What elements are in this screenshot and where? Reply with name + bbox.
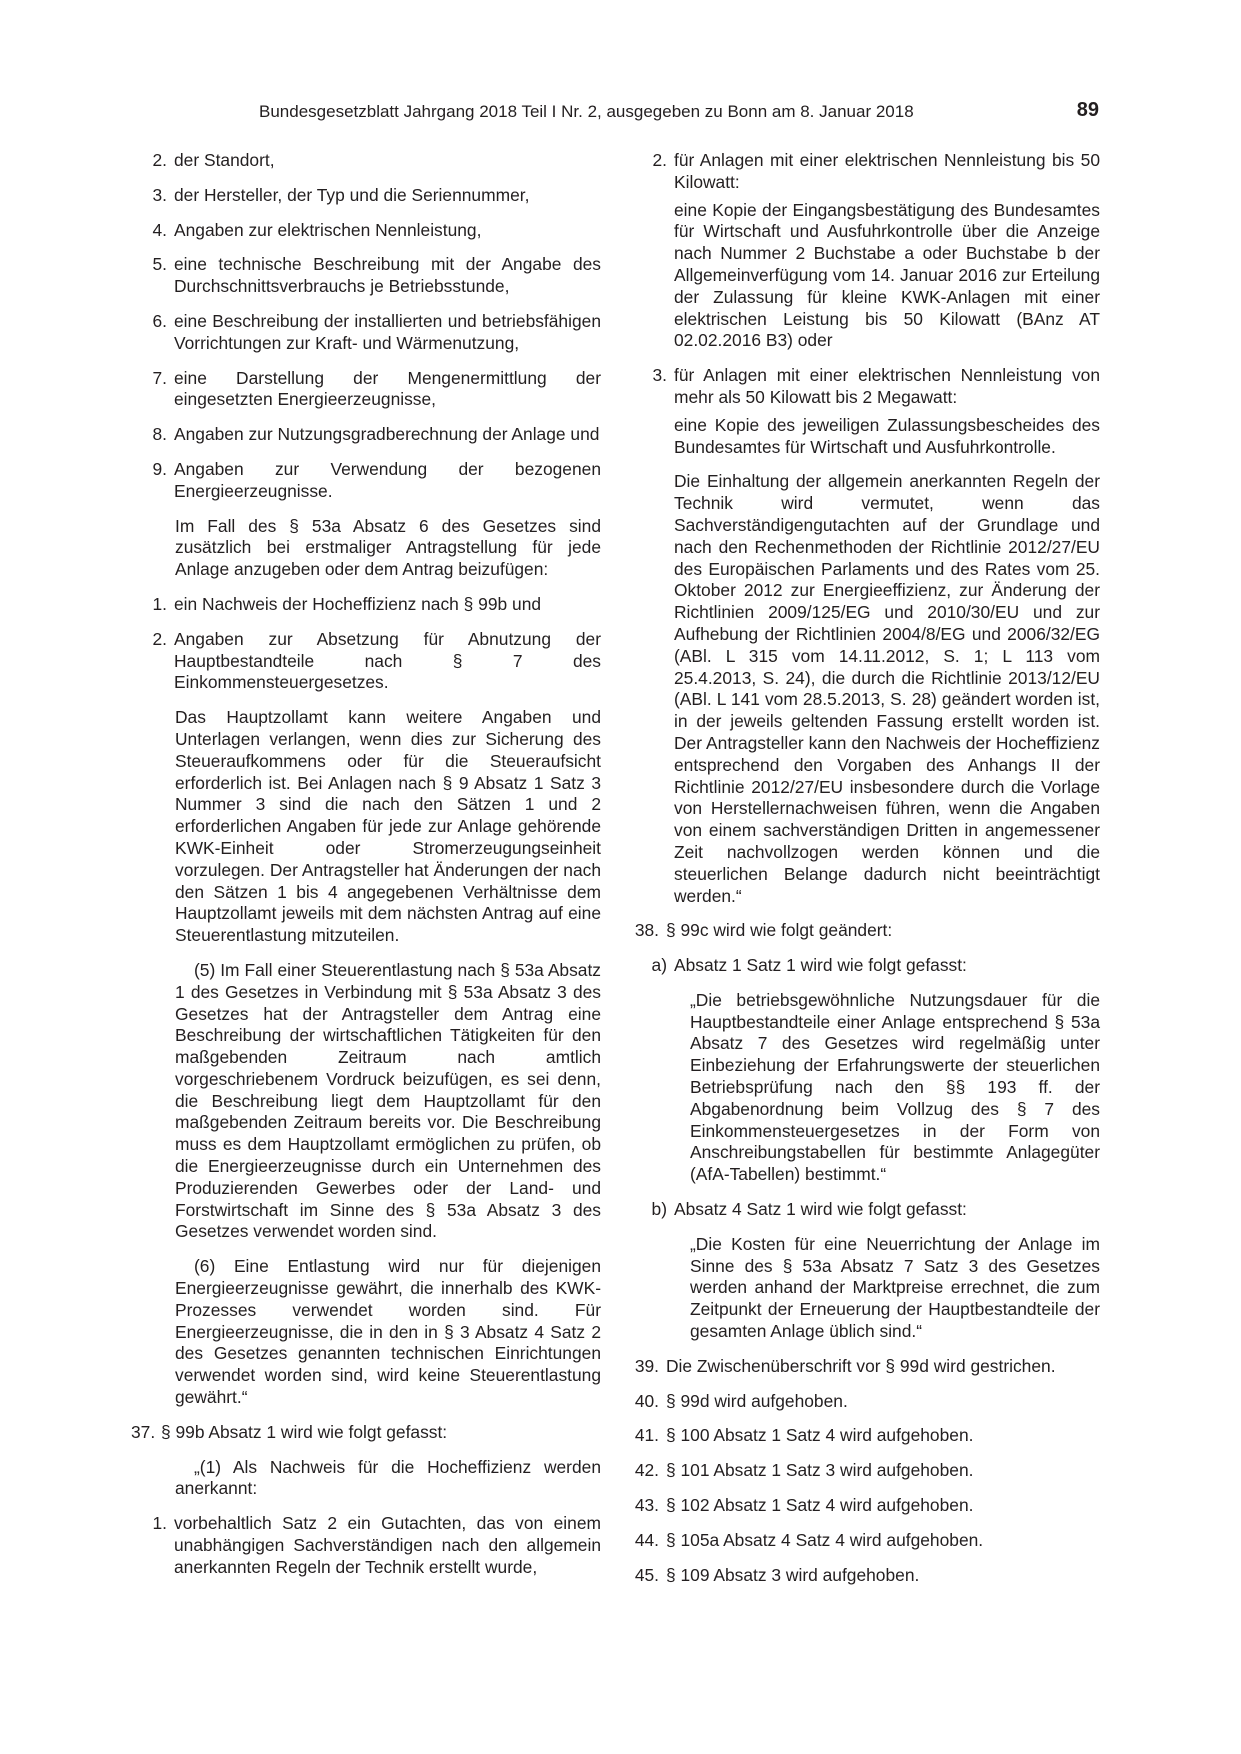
- paragraph: (5) Im Fall einer Steuerentlastung nach § 53a Absatz 1 des Gesetzes in Verbindung mit § 53a Absatz 3 des Gesetzes hat der Antragsteller dem Antrag eine Beschreibung der wirtschaftlichen Tätigkeiten für den maßgebenden Zeitraum nach amtlich vorgeschriebenem Vordruck beizufügen, es sei denn, die Beschreibung liegt dem Hauptzollamt für den maßgebenden Zeitraum bereits vor. Die Beschreibung muss es dem Hauptzollamt ermöglichen zu prüfen, ob die Energieerzeugnisse durch ein Unternehmen des Produzierenden Gewerbes oder der Land- und Forstwirtschaft im Sinne des § 53a Absatz 3 des Gesetzes verwendet worden sind.: [175, 959, 601, 1242]
- item-number: 43.: [634, 1495, 659, 1516]
- paragraph: Das Hauptzollamt kann weitere Angaben und Unterlagen verlangen, wenn dies zur Sicherung des Steueraufkommens oder für die Steueraufsicht erforderlich ist. Bei Anlagen nach § 9 Absatz 1 Satz 3 Nummer 3 sind die nach den Sätzen 1 und 2 erforderlichen Angaben für jede zur Anlage gehörende KWK-Einheit oder Stromerzeugungseinheit vorzulegen. Der Antragsteller hat Änderungen der nach den Sätzen 1 bis 4 angegebenen Verhältnisse dem Hauptzollamt jeweils mit dem nächsten Antrag auf eine Steuerentlastung mitzuteilen.: [175, 707, 601, 946]
- item-number: 2.: [652, 150, 667, 170]
- list-item: [630, 955, 1100, 977]
- list-item: [131, 594, 601, 616]
- item-number: 1.: [152, 1513, 167, 1534]
- paragraph: eine Kopie des jeweiligen Zulassungsbescheides des Bundesamtes für Wirtschaft und Ausfuhrkontrolle.: [674, 414, 1100, 457]
- item-text: der Standort,: [174, 150, 275, 170]
- item-number: 7.: [152, 367, 167, 388]
- list-item: [131, 1513, 601, 1578]
- list-item: [630, 1565, 1100, 1587]
- list-item: [131, 1422, 601, 1444]
- item-text: § 99c wird wie folgt geändert:: [666, 920, 893, 941]
- list-item: [630, 1356, 1100, 1378]
- item-text: vorbehaltlich Satz 2 ein Gutachten, das von einem unabhängigen Sachverständigen nach den allgemein anerkannten Regeln der Technik erstellt wurde,: [174, 1513, 601, 1577]
- list-item: [131, 629, 601, 694]
- item-text: Angaben zur Nutzungsgradberechnung der Anlage und: [174, 424, 600, 445]
- item-number: 9.: [152, 458, 167, 479]
- list-item: [630, 1199, 1100, 1221]
- item-number: 37.: [131, 1421, 156, 1442]
- quote-paragraph: „(1) Als Nachweis für die Hocheffizienz werden anerkannt:: [175, 1456, 601, 1499]
- item-text: eine Darstellung der Mengenermittlung der eingesetzten Energieerzeugnisse,: [174, 367, 601, 410]
- paragraph: eine Kopie der Eingangsbestätigung des Bundesamtes für Wirtschaft und Ausfuhrkontrolle über die Anzeige nach Nummer 2 Buchstabe a oder Buchstabe b der Allgemeinverfügung vom 14. Januar 2016 zur Erteilung der Zulassung für kleine KWK-Anlagen mit einer elektrischen Leistung bis 50 Kilowatt (BAnz AT 02.02.2016 B3) oder: [674, 199, 1100, 351]
- publication-title: Bundesgesetzblatt Jahrgang 2018 Teil I Nr. 2, ausgegeben zu Bonn am 8. Januar 2018: [259, 102, 914, 121]
- item-number: b): [651, 1199, 667, 1220]
- item-text: Absatz 1 Satz 1 wird wie folgt gefasst:: [674, 955, 967, 976]
- item-text: Absatz 4 Satz 1 wird wie folgt gefasst:: [674, 1199, 967, 1220]
- item-number: 2.: [152, 628, 167, 649]
- item-text: § 99b Absatz 1 wird wie folgt gefasst:: [161, 1421, 448, 1442]
- list-item: [630, 1495, 1100, 1517]
- item-number: 5.: [152, 254, 167, 275]
- item-number: 2.: [152, 150, 167, 170]
- paragraph: Die Einhaltung der allgemein anerkannten Regeln der Technik wird vermutet, wenn das Sachverständigengutachten auf der Grundlage und nach den Rechenmethoden der Richtlinie 2012/27/EU des Europäischen Parlaments und des Rates vom 25. Oktober 2012 zur Energieeffizienz, zur Änderung der Richtlinien 2009/125/EG und 2010/30/EU und zur Aufhebung der Richtlinien 2004/8/EG und 2006/32/EG (ABl. L 315 vom 14.11.2012, S. 1; L 113 vom 25.4.2013, S. 24), die durch die Richtlinie 2013/12/EU (ABl. L 141 vom 28.5.2013, S. 28) geändert worden ist, in der jeweils geltenden Fassung erstellt worden ist. Der Antragsteller kann den Nachweis der Hocheffizienz entsprechend den Vorgaben des Anhangs II der Richtlinie 2012/27/EU insbesondere durch die Vorlage von Herstellernachweisen führen, wenn die Angaben von einem sachverständigen Dritten in angemessener Zeit nachvollzogen werden können und die steuerlichen Belange dadurch nicht beeinträchtigt werden.“: [674, 471, 1100, 906]
- item-text: § 105a Absatz 4 Satz 4 wird aufgehoben.: [666, 1529, 984, 1550]
- item-number: 1.: [152, 593, 167, 614]
- list-item: [131, 311, 601, 355]
- item-number: a): [651, 955, 667, 976]
- list-item: [630, 1460, 1100, 1482]
- item-text: ein Nachweis der Hocheffizienz nach § 99b und: [174, 593, 542, 614]
- list-item: [131, 254, 601, 298]
- list-item: [630, 920, 1100, 942]
- right-column: [630, 150, 1100, 1599]
- list-item: [131, 368, 601, 412]
- item-number: 4.: [152, 219, 167, 240]
- item-text: eine technische Beschreibung mit der Angabe des Durchschnittsverbrauchs je Betriebsstunde,: [174, 254, 601, 297]
- item-number: 6.: [152, 310, 167, 331]
- item-text: § 109 Absatz 3 wird aufgehoben.: [666, 1564, 920, 1585]
- list-item: [630, 1425, 1100, 1447]
- item-number: 39.: [634, 1355, 659, 1376]
- item-number: 38.: [634, 920, 659, 941]
- item-text: eine Beschreibung der installierten und betriebsfähigen Vorrichtungen zur Kraft- und Wärmenutzung,: [174, 310, 601, 353]
- item-number: 44.: [634, 1529, 659, 1550]
- item-number: 8.: [152, 424, 167, 445]
- item-text: Angaben zur Verwendung der bezogenen Energieerzeugnisse.: [174, 458, 601, 501]
- list-item: [630, 365, 1100, 409]
- paragraph: Im Fall des § 53a Absatz 6 des Gesetzes sind zusätzlich bei erstmaliger Antragstellung für jede Anlage anzugeben oder dem Antrag beizufügen:: [175, 515, 601, 580]
- item-text: § 101 Absatz 1 Satz 3 wird aufgehoben.: [666, 1460, 974, 1481]
- list-item: [131, 459, 601, 503]
- page-header: [255, 99, 1100, 125]
- list-item: [630, 150, 1100, 194]
- list-item: [630, 1391, 1100, 1413]
- list-item: [131, 424, 601, 446]
- quote-paragraph: „Die betriebsgewöhnliche Nutzungsdauer für die Hauptbestandteile einer Anlage entsprechend § 53a Absatz 7 des Gesetzes wird regelmäßig unter Einbeziehung der Erfahrungswerte der steuerlichen Betriebsprüfung nach den §§ 193 ff. der Abgabenordnung beim Vollzug des § 7 des Einkommensteuergesetzes in der Form von Anschreibungstabellen für bestimmte Anlagegüter (AfA-Tabellen) bestimmt.“: [690, 989, 1100, 1185]
- item-number: 3.: [152, 184, 167, 205]
- item-text: für Anlagen mit einer elektrischen Nennleistung bis 50 Kilowatt:: [674, 150, 1100, 192]
- item-number: 42.: [634, 1460, 659, 1481]
- list-item: [131, 185, 601, 207]
- left-column: [131, 150, 601, 1592]
- list-item: [630, 1530, 1100, 1552]
- list-item: [131, 150, 601, 172]
- item-text: § 102 Absatz 1 Satz 4 wird aufgehoben.: [666, 1495, 974, 1516]
- item-number: 40.: [634, 1390, 659, 1411]
- paragraph: (6) Eine Entlastung wird nur für diejenigen Energieerzeugnisse gewährt, die innerhalb des KWK-Prozesses verwendet worden sind. Für Energieerzeugnisse, die in den in § 3 Absatz 4 Satz 2 des Gesetzes genannten technischen Einrichtungen verwendet worden sind, wird keine Steuerentlastung gewährt.“: [175, 1256, 601, 1408]
- item-text: § 99d wird aufgehoben.: [666, 1390, 848, 1411]
- item-number: 45.: [634, 1564, 659, 1585]
- item-text: für Anlagen mit einer elektrischen Nennleistung von mehr als 50 Kilowatt bis 2 Megawatt:: [674, 365, 1100, 407]
- item-text: § 100 Absatz 1 Satz 4 wird aufgehoben.: [666, 1425, 974, 1446]
- list-item: [131, 220, 601, 242]
- item-text: Angaben zur elektrischen Nennleistung,: [174, 219, 482, 240]
- quote-paragraph: „Die Kosten für eine Neuerrichtung der Anlage im Sinne des § 53a Absatz 7 Satz 3 des Gesetzes werden anhand der Marktpreise errechnet, die zum Zeitpunkt der Erneuerung der Hauptbestandteile der gesamten Anlage üblich sind.“: [690, 1233, 1100, 1342]
- item-text: Die Zwischenüberschrift vor § 99d wird gestrichen.: [666, 1355, 1056, 1376]
- item-number: 41.: [634, 1425, 659, 1446]
- item-text: der Hersteller, der Typ und die Seriennummer,: [174, 184, 530, 205]
- item-text: Angaben zur Absetzung für Abnutzung der Hauptbestandteile nach § 7 des Einkommensteuergesetzes.: [174, 628, 601, 693]
- item-number: 3.: [652, 365, 667, 386]
- page-number: 89: [1076, 99, 1099, 121]
